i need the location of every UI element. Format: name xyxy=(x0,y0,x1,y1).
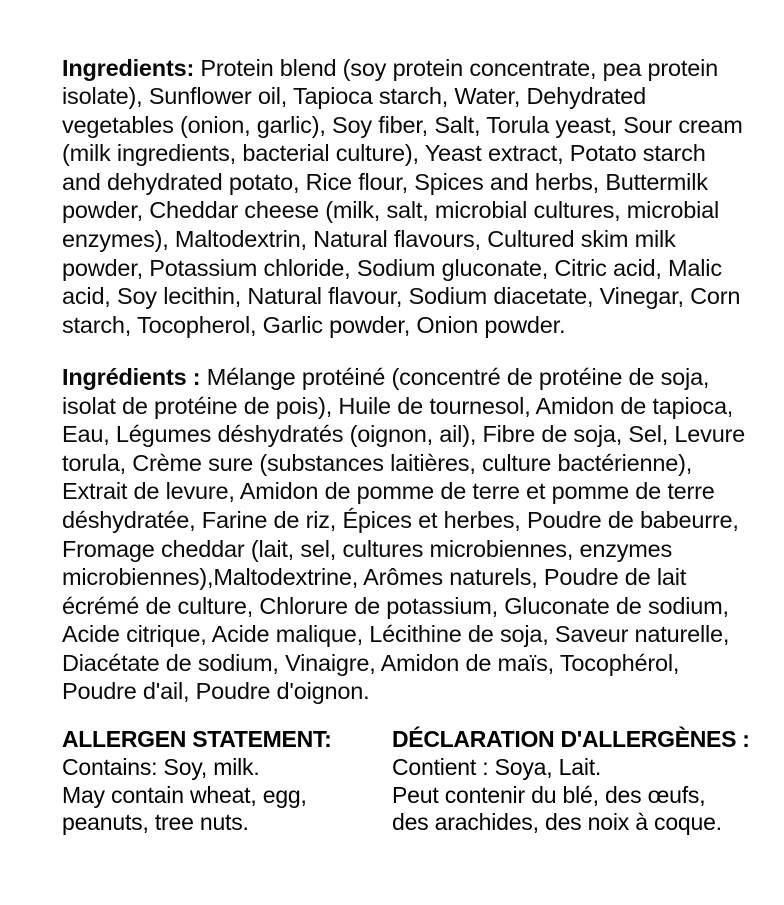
allergen-french-line-3: des arachides, des noix à coque. xyxy=(392,809,722,836)
allergen-english-title: ALLERGEN STATEMENT: xyxy=(62,726,332,753)
allergen-statements xyxy=(62,726,748,837)
french-ingredients-text: Mélange protéiné (concentré de protéine de soja, isolat de protéine de pois), Huile de tournesol, Amidon de tapioca, Eau, Légumes déshydratés (oignon, ail), Fibre de soja, Sel, Levure torula, Crème sure (substances laitières, culture bactérienne), Extrait de levure, Amidon de pomme de terre et pomme de terre déshydratée, Farine de riz, Épices et herbes, Poudre de babeurre, Fromage cheddar (lait, sel, cultures microbiennes, enzymes microbiennes),Maltodextrine, Arômes naturels, Poudre de lait écrémé de culture, Chlorure de potassium, Gluconate de sodium, Acide citrique, Acide malique, Lécithine de soja, Saveur naturelle, Diacétate de sodium, Vinaigre, Amidon de maïs, Tocophérol, Poudre d'ail, Poudre d'oignon. xyxy=(62,363,746,705)
allergen-statement-english xyxy=(62,726,392,837)
english-ingredients-text: Protein blend (soy protein concentrate, pea protein isolate), Sunflower oil, Tapioca starch, Water, Dehydrated vegetables (onion, garlic), Soy fiber, Salt, Torula yeast, Sour cream (milk ingredients, bacterial culture), Yeast extract, Potato starch and dehydrated potato, Rice flour, Spices and herbs, Buttermilk powder, Cheddar cheese (milk, salt, microbial cultures, microbial enzymes), Maltodextrin, Natural flavours, Cultured skim milk powder, Potassium chloride, Sodium gluconate, Citric acid, Malic acid, Soy lecithin, Natural flavour, Sodium diacetate, Vinegar, Corn starch, Tocopherol, Garlic powder, Onion powder. xyxy=(62,54,743,338)
allergen-french-line-2: Peut contenir du blé, des œufs, xyxy=(392,781,706,808)
english-ingredients-heading: Ingredients: xyxy=(62,54,195,81)
allergen-french-title: DÉCLARATION D'ALLERGÈNES : xyxy=(392,726,750,753)
allergen-english-line-3: peanuts, tree nuts. xyxy=(62,809,249,836)
allergen-french-line-1: Contient : Soya, Lait. xyxy=(392,754,602,781)
french-ingredients-heading: Ingrédients : xyxy=(62,363,201,390)
allergen-english-line-2: May contain wheat, egg, xyxy=(62,781,307,808)
allergen-statement-french xyxy=(392,726,748,837)
allergen-english-line-1: Contains: Soy, milk. xyxy=(62,754,260,781)
english-ingredients-paragraph xyxy=(62,54,748,340)
french-ingredients-paragraph xyxy=(62,363,748,706)
